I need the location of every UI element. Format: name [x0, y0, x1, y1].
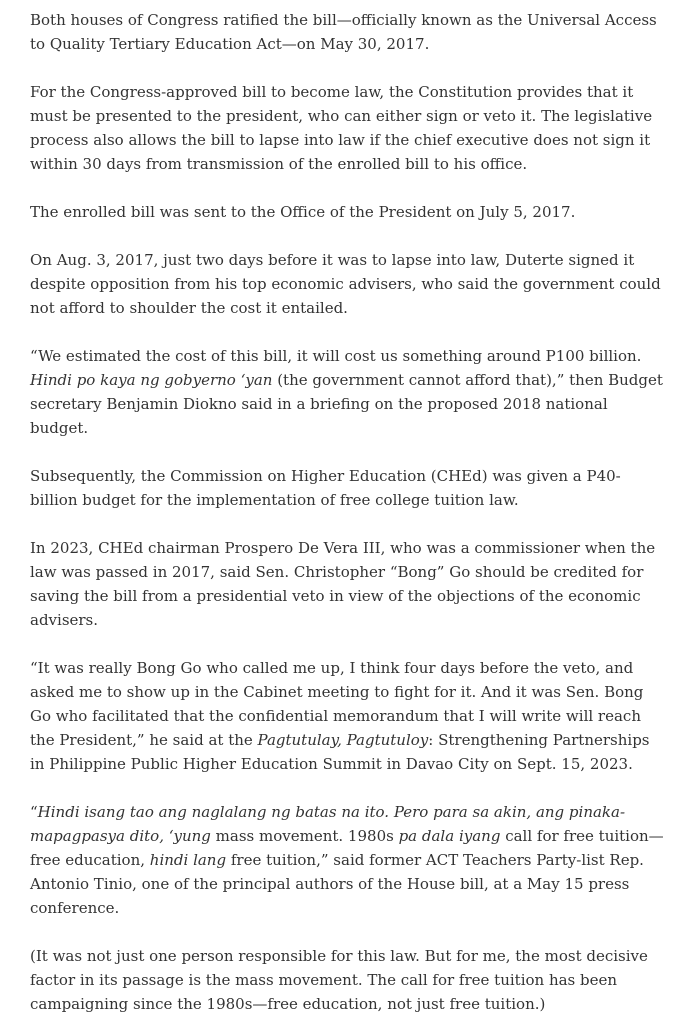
paragraph-constitution: For the Congress-approved bill to become law, the Constitution provides that it must be presented to the president, who can either sign or veto it. The legislative process also allows the bill to lapse into law if the chief executive does not sign it within 30 days from transmission of the enrolled bill to his office. [30, 83, 653, 173]
paragraph-duterte-signing: On Aug. 3, 2017, just two days before it was to lapse into law, Duterte signed it despite opposition from his top economic advisers, who said the government could not afford to shoulder the cost it entailed. [30, 251, 661, 317]
quote-filipino: hindi lang [149, 851, 227, 869]
paragraph-diokno-quote [30, 344, 665, 440]
quote-text: : Strengthening Partnerships in Philippine Public Higher Education Summit in Davao City on Sept. 15, 2023. [30, 731, 650, 773]
quote-text: free tuition,” said former ACT Teachers Party-list Rep. Antonio Tinio, one of the principal authors of the House bill, at a May 15 press conference. [30, 851, 644, 917]
paragraph-translation: (It was not just one person responsible for this law. But for me, the most decisive factor in its passage is the mass movement. The call for free tuition has been campaigning since the 1980s—free education, not just free tuition.) [30, 947, 648, 1013]
quote-text: mass movement. 1980s [210, 827, 399, 845]
paragraph-ched-budget: Subsequently, the Commission on Higher Education (CHEd) was given a P40-billion budget for the implementation of free college tuition law. [30, 467, 621, 509]
paragraph-bong-go-quote [30, 656, 665, 776]
paragraph-ratification: Both houses of Congress ratified the bill—officially known as the Universal Access to Quality Tertiary Education Act—on May 30, 2017. [30, 11, 657, 53]
quote-filipino: Hindi isang tao ang naglalang ng batas na ito. Pero para sa akin, ang pinaka-mapagpasya dito, ‘yung [30, 803, 626, 845]
quote-text: (the government cannot afford that),” then Budget secretary Benjamin Diokno said in a briefing on the proposed 2018 national budget. [30, 371, 663, 437]
quote-filipino: Hindi po kaya ng gobyerno ‘yan [30, 371, 273, 389]
quote-text: call for free tuition—free education, [30, 827, 664, 869]
quote-text: “It was really Bong Go who called me up, I think four days before the veto, and asked me to show up in the Cabinet meeting to fight for it. And it was Sen. Bong Go who facilitated that the confidential memorandum that I will write will reach the President,” he said at the [30, 659, 644, 749]
paragraph-de-vera: In 2023, CHEd chairman Prospero De Vera III, who was a commissioner when the law was passed in 2017, said Sen. Christopher “Bong” Go should be credited for saving the bill from a presidential veto in view of the objections of the economic advisers. [30, 539, 656, 629]
paragraph-tinio-quote [30, 800, 665, 920]
quote-filipino: pa dala iyang [398, 827, 501, 845]
quote-text: “We estimated the cost of this bill, it will cost us something around P100 billion. [30, 347, 642, 365]
summit-name: Pagtutulay, Pagtutuloy [257, 731, 429, 749]
paragraph-enrolled-bill: The enrolled bill was sent to the Office of the President on July 5, 2017. [30, 203, 576, 221]
quote-text: “ [30, 803, 38, 821]
